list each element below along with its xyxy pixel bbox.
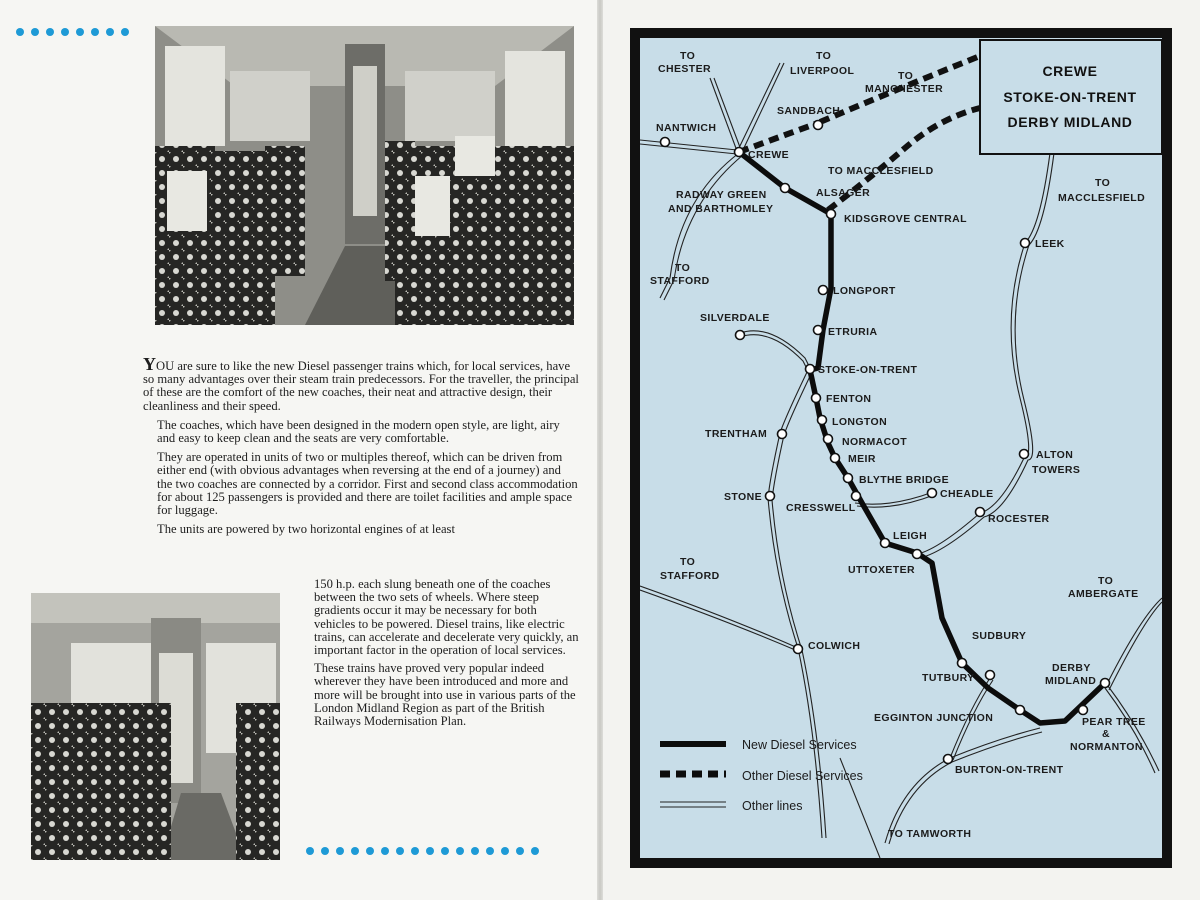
station-colwich: COLWICH	[808, 640, 861, 652]
legend-other-diesel: Other Diesel Services	[742, 769, 863, 783]
station-uttoxeter: UTTOXETER	[848, 564, 915, 576]
dest-stafford-1b: STAFFORD	[650, 275, 710, 287]
dest-chester-1: TO	[680, 50, 696, 62]
drop-cap: Y	[143, 354, 156, 374]
station-sandbach: SANDBACH	[777, 105, 841, 117]
station-cheadle: CHEADLE	[940, 488, 994, 500]
article-paragraph-5: 150 h.p. each slung beneath one of the coaches between the two sets of wheels. Where steep gradients occur it may be necessary for both vehicles to be powered. Diesel trains, like electric trains, can accelerate and decelerate very quickly, an important factor in the operation of local services.	[314, 577, 579, 658]
station-nantwich: NANTWICH	[656, 122, 717, 134]
dest-macclesfield-2b: MACCLESFIELD	[1058, 192, 1146, 204]
station-burton: BURTON-ON-TRENT	[955, 764, 1064, 776]
dest-ambergate-2: AMBERGATE	[1068, 588, 1139, 600]
station-alton-1: ALTON	[1036, 449, 1074, 461]
station-tutbury: TUTBURY	[922, 672, 975, 684]
station-cresswell: CRESSWELL	[786, 502, 856, 514]
article-paragraph-1: YOU are sure to like the new Diesel passenger trains which, for local services, have so many advantages over their steam train predecessors. For the traveller, the principal of these are the comfort of the new coaches, their neat and attractive design, their cleanliness and their speed.	[143, 354, 579, 413]
dest-chester-2: CHESTER	[658, 63, 711, 75]
station-radway-1: RADWAY GREEN	[676, 189, 767, 201]
vestibule-photo	[31, 593, 280, 860]
dest-stafford-1a: TO	[675, 262, 691, 274]
station-stoke: STOKE-ON-TRENT	[818, 364, 918, 376]
station-longport: LONGPORT	[833, 285, 896, 297]
station-alton-2: TOWERS	[1032, 464, 1081, 476]
station-derby-2: MIDLAND	[1045, 675, 1097, 687]
legend-other-lines: Other lines	[742, 799, 803, 813]
top-dot-row	[16, 28, 129, 36]
dest-tamworth: TO TAMWORTH	[888, 828, 972, 840]
article-column-continued	[314, 578, 579, 733]
map-title-box	[980, 40, 1162, 154]
map-title-line-1: CREWE	[1042, 63, 1098, 79]
station-alsager: ALSAGER	[816, 187, 871, 199]
station-egginton: EGGINTON JUNCTION	[874, 712, 994, 724]
map-title-line-2: STOKE-ON-TRENT	[1003, 89, 1137, 105]
station-leek: LEEK	[1035, 238, 1065, 250]
route-map-svg	[640, 38, 1162, 858]
dest-ambergate-1: TO	[1098, 575, 1114, 587]
page-fold	[597, 0, 603, 900]
article-text	[143, 354, 579, 542]
dest-stafford-2a: TO	[680, 556, 696, 568]
station-kidsgrove: KIDSGROVE CENTRAL	[844, 213, 967, 225]
station-peartree-1: PEAR TREE	[1082, 716, 1146, 728]
dest-liverpool-2: LIVERPOOL	[790, 65, 855, 77]
station-fenton: FENTON	[826, 393, 872, 405]
station-stone: STONE	[724, 491, 762, 503]
station-radway-2: AND BARTHOMLEY	[668, 203, 774, 215]
dest-manchester-1: TO	[898, 70, 914, 82]
dest-manchester-2: MANCHESTER	[865, 83, 944, 95]
station-crewe: CREWE	[748, 149, 790, 161]
station-normacot: NORMACOT	[842, 436, 908, 448]
station-peartree-3: NORMANTON	[1070, 741, 1143, 753]
dest-liverpool-1: TO	[816, 50, 832, 62]
article-paragraph-2: The coaches, which have been designed in the modern open style, are light, airy and easy to keep clean and the seats are very comfortable.	[157, 417, 560, 446]
bottom-dot-row	[306, 847, 539, 855]
station-blythe-bridge: BLYTHE BRIDGE	[859, 474, 949, 486]
legend-new-diesel: New Diesel Services	[742, 738, 857, 752]
station-meir: MEIR	[848, 453, 876, 465]
station-peartree-2: &	[1102, 728, 1110, 740]
station-longton: LONGTON	[832, 416, 888, 428]
station-rocester: ROCESTER	[988, 513, 1050, 525]
article-paragraph-4: The units are powered by two horizontal engines of at least	[157, 522, 455, 537]
article-paragraph-6: These trains have proved very popular indeed wherever they have been introduced and more and more will be brought into use in various parts of the London Midland Region as part of the British Railways Modernisation Plan.	[314, 661, 576, 729]
dest-stafford-2b: STAFFORD	[660, 570, 720, 582]
map-title-line-3: DERBY MIDLAND	[1007, 114, 1133, 130]
article-paragraph-3: They are operated in units of two or multiples thereof, which can be driven from either end (with obvious advantages when reversing at the end of a journey) and the two coaches are connected by a corridor. First and second class accommodation for about 125 passengers is provided and there are toilet facilities and ample space for luggage.	[157, 450, 578, 518]
station-derby-1: DERBY	[1052, 662, 1091, 674]
route-map	[640, 38, 1162, 858]
station-sudbury: SUDBURY	[972, 630, 1027, 642]
coach-interior-photo	[155, 26, 574, 325]
station-leigh: LEIGH	[893, 530, 928, 542]
dest-macclesfield-1: TO MACCLESFIELD	[828, 165, 934, 177]
station-silverdale: SILVERDALE	[700, 312, 770, 324]
station-trentham: TRENTHAM	[705, 428, 768, 440]
station-etruria: ETRURIA	[828, 326, 878, 338]
dest-macclesfield-2a: TO	[1095, 177, 1111, 189]
